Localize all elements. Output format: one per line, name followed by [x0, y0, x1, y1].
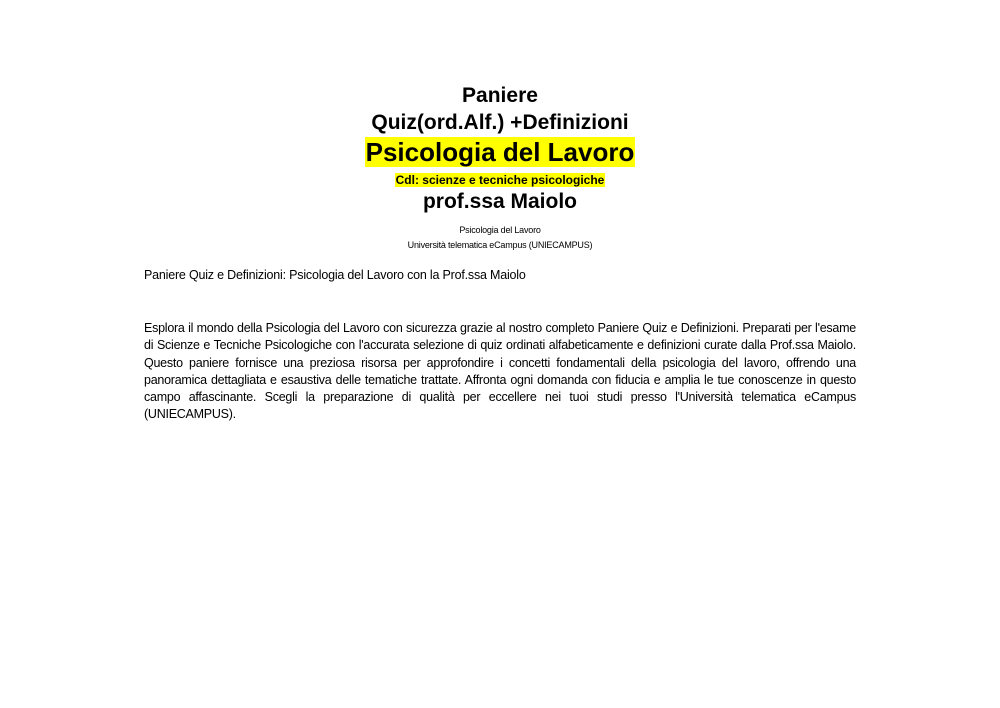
degree-row — [0, 172, 1000, 188]
document-subtitle: Paniere Quiz e Definizioni: Psicologia del Lavoro con la Prof.ssa Maiolo — [144, 268, 526, 282]
title-block — [0, 82, 1000, 216]
degree-highlighted: Cdl: scienze e tecniche psicologiche — [395, 173, 605, 187]
title-line-quiz: Quiz(ord.Alf.) +Definizioni — [371, 111, 629, 134]
professor-name: prof.ssa Maiolo — [422, 190, 578, 213]
meta-subject: Psicologia del Lavoro — [459, 225, 541, 235]
course-title-row — [0, 137, 1000, 172]
course-title-highlighted: Psicologia del Lavoro — [365, 137, 635, 167]
description-paragraph: Esplora il mondo della Psicologia del Lavoro con sicurezza grazie al nostro completo Paniere Quiz e Definizioni. Preparati per l'esame di Scienze e Tecniche Psicologiche con l'accurata selezione di quiz ordinati alfabeticamente e definizioni curate dalla Prof.ssa Maiolo. Questo paniere fornisce una preziosa risorsa per approfondire i concetti fondamentali della psicologia del lavoro, offrendo una panoramica dettagliata e esaustiva delle tematiche trattate. Affronta ogni domanda con fiducia e amplia le tue conoscenze in questo campo affascinante. Scegli la preparazione di qualità per eccellere nei tuoi studi presso l'Università telematica eCampus (UNIECAMPUS). — [144, 321, 856, 422]
title-line-paniere: Paniere — [462, 84, 538, 107]
meta-university: Università telematica eCampus (UNIECAMPUS) — [407, 240, 593, 250]
